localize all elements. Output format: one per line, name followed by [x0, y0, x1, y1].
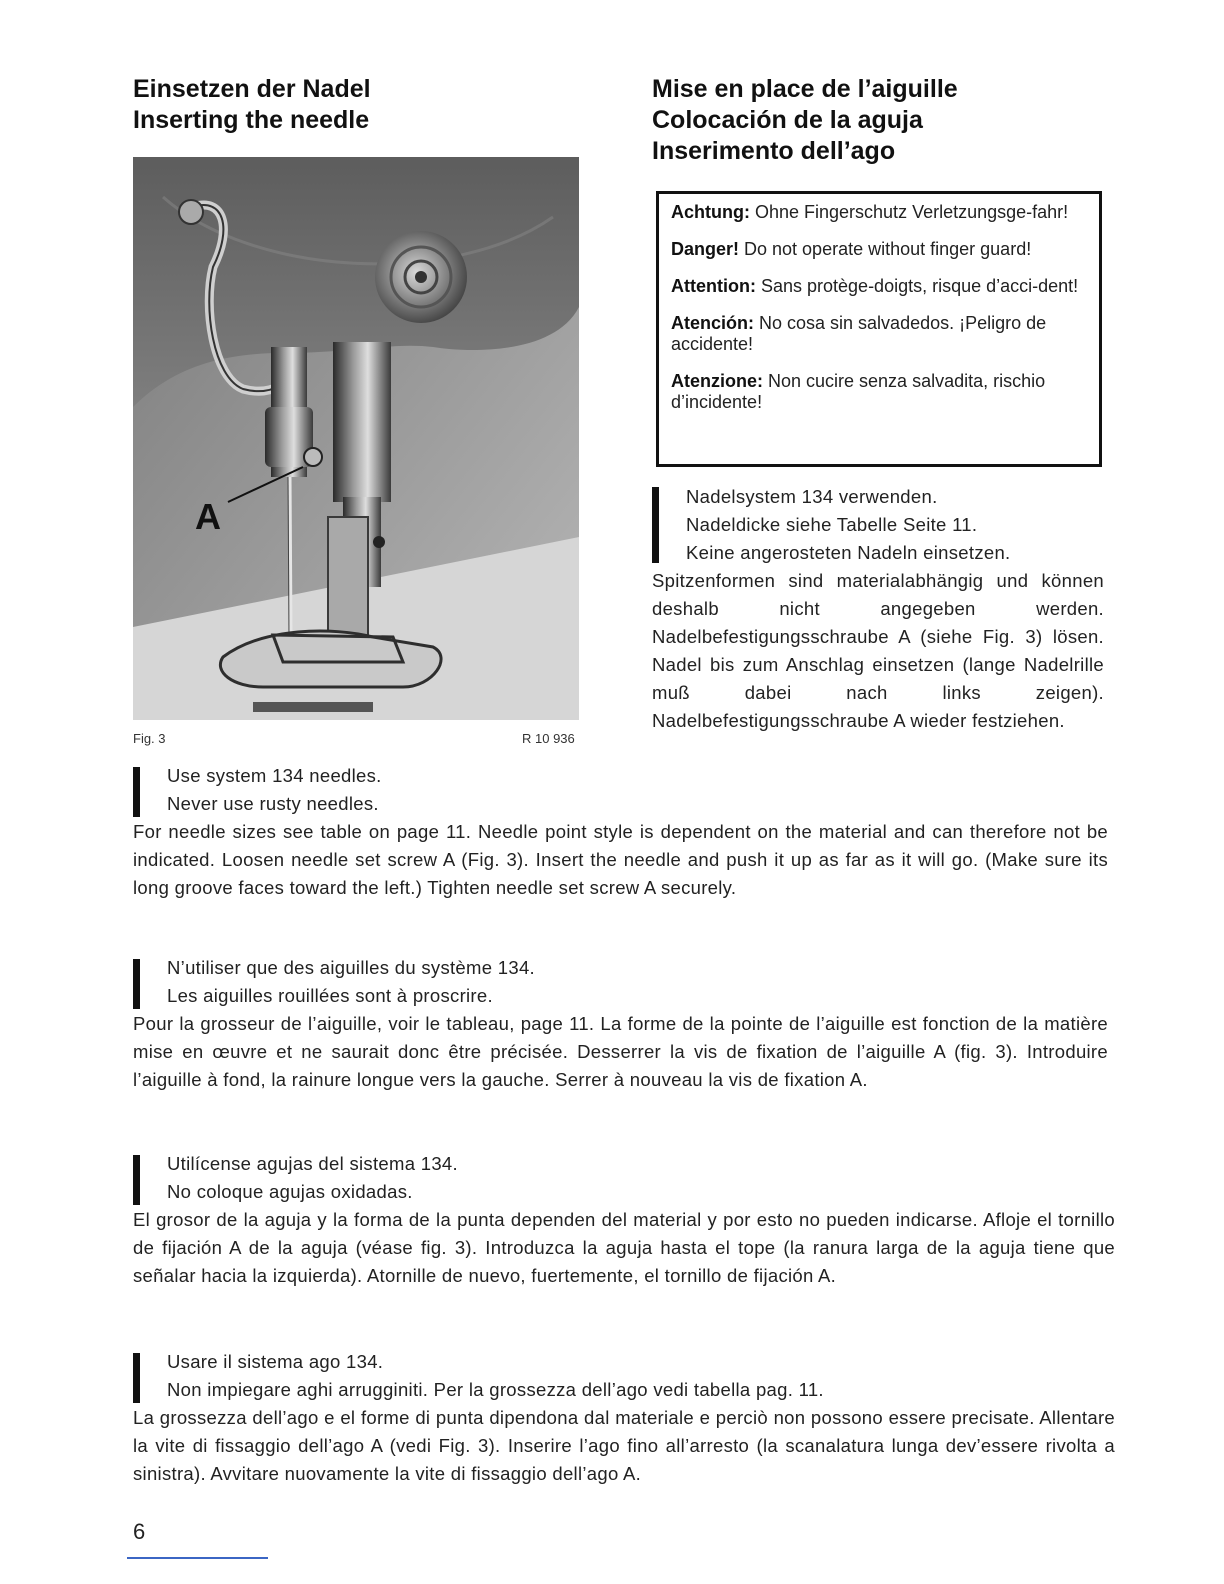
warning-german: Achtung: Ohne Fingerschutz Verletzungsge-fahr! [671, 202, 1069, 222]
needle-photo [133, 157, 579, 720]
heading-right [652, 74, 958, 167]
warning-english: Danger! Do not operate without finger guard! [671, 239, 1032, 259]
body-text: La grossezza dell’ago e el forme di punta dipendona dal materiale e perciò non possono essere precisate. Allentare la vite di fissaggio dell’ago A (vedi Fig. 3). Inserire l’ago fino all’arresto (la scanalatura lunga dev’essere rivolta a sinistra). Avvitare nuovamente la vite di fissaggio dell’ago A. [133, 1407, 1115, 1484]
warning-box [656, 191, 1102, 467]
page-number: 6 [133, 1519, 146, 1544]
lead-line: Use system 134 needles. [167, 765, 382, 786]
lead-line: Keine angerosteten Nadeln einsetzen. [686, 542, 1011, 563]
warning-french: Attention: Sans protège-doigts, risque d’acci-dent! [671, 276, 1079, 296]
lead-line: Usare il sistema ago 134. [167, 1351, 384, 1372]
heading-left [133, 74, 371, 136]
body-text: Pour la grosseur de l’aiguille, voir le tableau, page 11. La forme de la pointe de l’aiguille est fonction de la matière mise en œuvre et ne saurait donc être précisée. Desserrer la vis de fixation de l’aiguille A (fig. 3). Introduire l’aiguille à fond, la rainure longue vers la gauche. Serrer à nouveau la vis de fixation A. [133, 1013, 1108, 1090]
spanish-instructions [133, 1150, 1115, 1290]
marker-bar [133, 1155, 140, 1205]
lead-line: Les aiguilles rouillées sont à proscrire. [167, 985, 493, 1006]
figure-reference: R 10 936 [522, 731, 575, 746]
lead-line: N’utiliser que des aiguilles du système 134. [167, 957, 535, 978]
lead-line: Nadelsystem 134 verwenden. [686, 486, 938, 507]
figure-label: Fig. 3 [133, 731, 166, 746]
warning-italian: Atenzione: Non cucire senza salvadita, rischio d’incidente! [671, 371, 1046, 412]
warning-spanish: Atención: No cosa sin salvadedos. ¡Peligro de accidente! [671, 313, 1047, 354]
heading-italian: Inserimento dell’ago [652, 137, 896, 165]
marker-bar [133, 959, 140, 1009]
lead-line: Utilícense agujas del sistema 134. [167, 1153, 458, 1174]
body-text: Spitzenformen sind materialabhängig und können deshalb nicht angegeben werden. Nadelbefestigungsschraube A (siehe Fig. 3) lösen. Nadel bis zum Anschlag einsetzen (lange Nadelrille muß dabei nach links zeigen). Nadelbefestigungsschraube A wieder festziehen. [652, 570, 1104, 731]
heading-english: Inserting the needle [133, 106, 370, 134]
italian-instructions [133, 1348, 1115, 1488]
body-text: El grosor de la aguja y la forma de la punta dependen del material y por esto no pueden indicarse. Afloje el tornillo de fijación A de la aguja (véase fig. 3). Introduzca la aguja hasta el tope (la ranura larga de la aguja tiene que señalar hacia la izquierda). Atornille de nuevo, fuertemente, el tornillo de fijación A. [133, 1209, 1115, 1286]
marker-bar [652, 487, 659, 563]
french-instructions [133, 954, 1108, 1094]
body-text: For needle sizes see table on page 11. Needle point style is dependent on the material and can therefore not be indicated. Loosen needle set screw A (Fig. 3). Insert the needle and push it up as far as it will go. (Make sure its long groove faces toward the left.) Tighten needle set screw A securely. [133, 821, 1108, 898]
german-instructions [652, 483, 1104, 735]
lead-line: Nadeldicke siehe Tabelle Seite 11. [686, 514, 978, 535]
heading-spanish: Colocación de la aguja [652, 106, 923, 134]
marker-bar [133, 1353, 140, 1403]
lead-line: Never use rusty needles. [167, 793, 379, 814]
english-instructions [133, 762, 1108, 902]
heading-french: Mise en place de l’aiguille [652, 75, 958, 103]
marker-bar [133, 767, 140, 817]
lead-line: No coloque agujas oxidadas. [167, 1181, 413, 1202]
lead-line: Non impiegare aghi arrugginiti. Per la grossezza dell’ago vedi tabella pag. 11. [167, 1379, 824, 1400]
heading-german: Einsetzen der Nadel [133, 75, 371, 103]
footer-rule [127, 1557, 268, 1559]
figure-callout-label: A [195, 496, 221, 537]
